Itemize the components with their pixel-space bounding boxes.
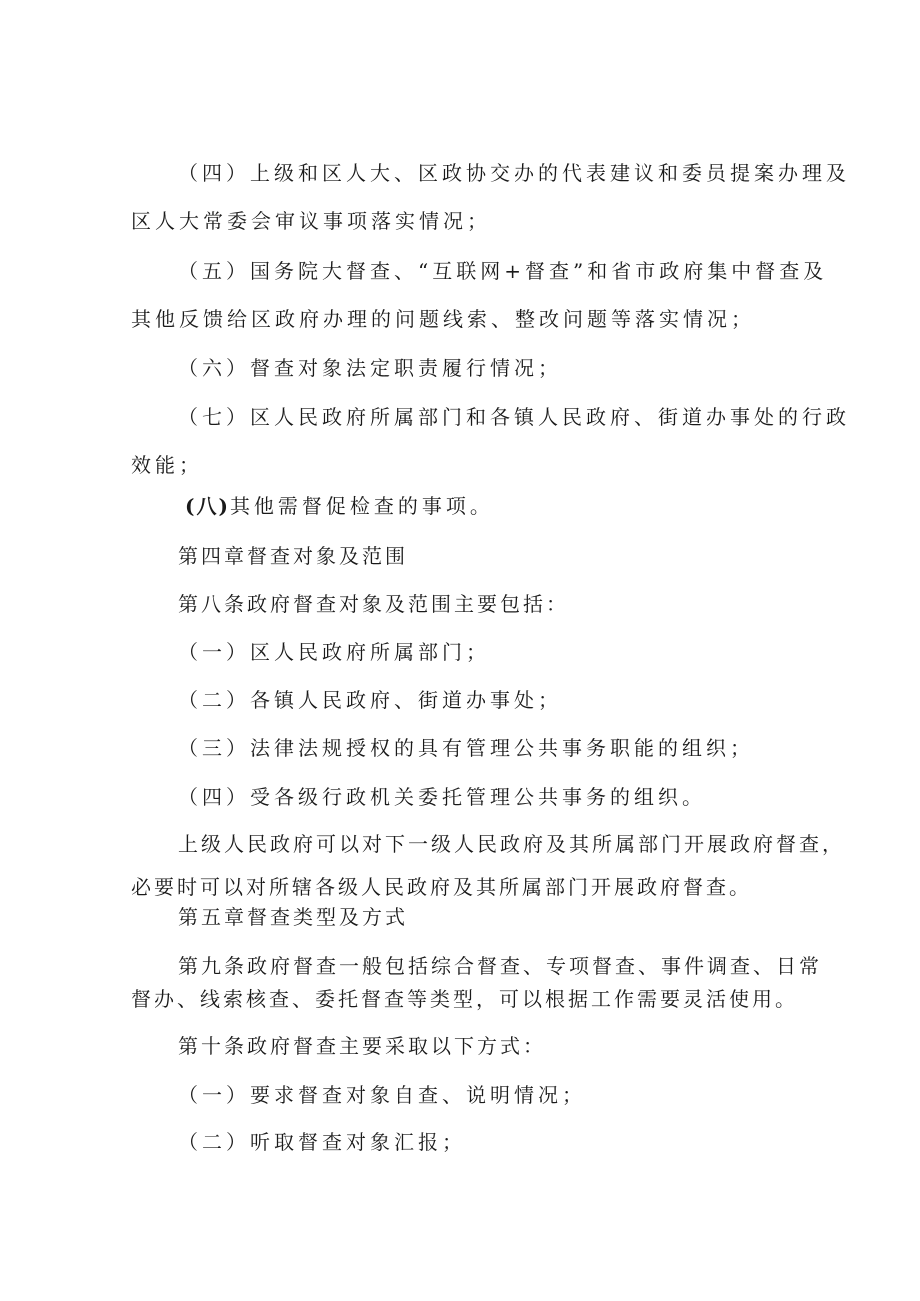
paragraph-line: （二）听取督查对象汇报； (178, 1130, 466, 1154)
paragraph-line: 必要时可以对所辖各级人民政府及其所属部门开展政府督查。 (131, 875, 752, 899)
paragraph-line: 其他反馈给区政府办理的问题线索、整改问题等落实情况； (131, 307, 755, 331)
paragraph-line: （三）法律法规授权的具有管理公共事务职能的组织； (178, 736, 754, 760)
paragraph-line: 上级人民政府可以对下一级人民政府及其所属部门开展政府督查， (178, 832, 845, 856)
list-marker: (八) (185, 494, 230, 518)
paragraph-line: （一）区人民政府所属部门； (178, 640, 490, 664)
paragraph-line: （四）上级和区人大、区政协交办的代表建议和委员提案办理及 (178, 161, 850, 185)
article-line: 第十条政府督查主要采取以下方式： (178, 1034, 546, 1058)
article-line: 第九条政府督查一般包括综合督查、专项督查、事件调查、日常 (178, 954, 822, 978)
chapter-heading: 第四章督查对象及范围 (178, 544, 408, 568)
paragraph-line: （二）各镇人民政府、街道办事处； (178, 688, 562, 712)
paragraph-line: （七）区人民政府所属部门和各镇人民政府、街道办事处的行政 (178, 405, 850, 429)
paragraph-line: 区人大常委会审议事项落实情况； (131, 209, 491, 233)
paragraph-line: （一）要求督查对象自查、说明情况； (178, 1083, 586, 1107)
paragraph-line: （六）督查对象法定职责履行情况； (178, 356, 562, 380)
paragraph-line: 督办、线索核查、委托督查等类型，可以根据工作需要灵活使用。 (131, 987, 798, 1011)
article-line: 第八条政府督查对象及范围主要包括： (178, 592, 569, 616)
paragraph-line: （五）国务院大督查、“互联网+督查”和省市政府集中督查及 (178, 259, 828, 283)
chapter-heading: 第五章督查类型及方式 (178, 905, 408, 929)
paragraph-line: 效能； (131, 453, 203, 477)
list-item-text: 其他需督促检查的事项。 (229, 494, 494, 518)
paragraph-line: （四）受各级行政机关委托管理公共事务的组织。 (178, 785, 706, 809)
paragraph-line (185, 492, 494, 520)
